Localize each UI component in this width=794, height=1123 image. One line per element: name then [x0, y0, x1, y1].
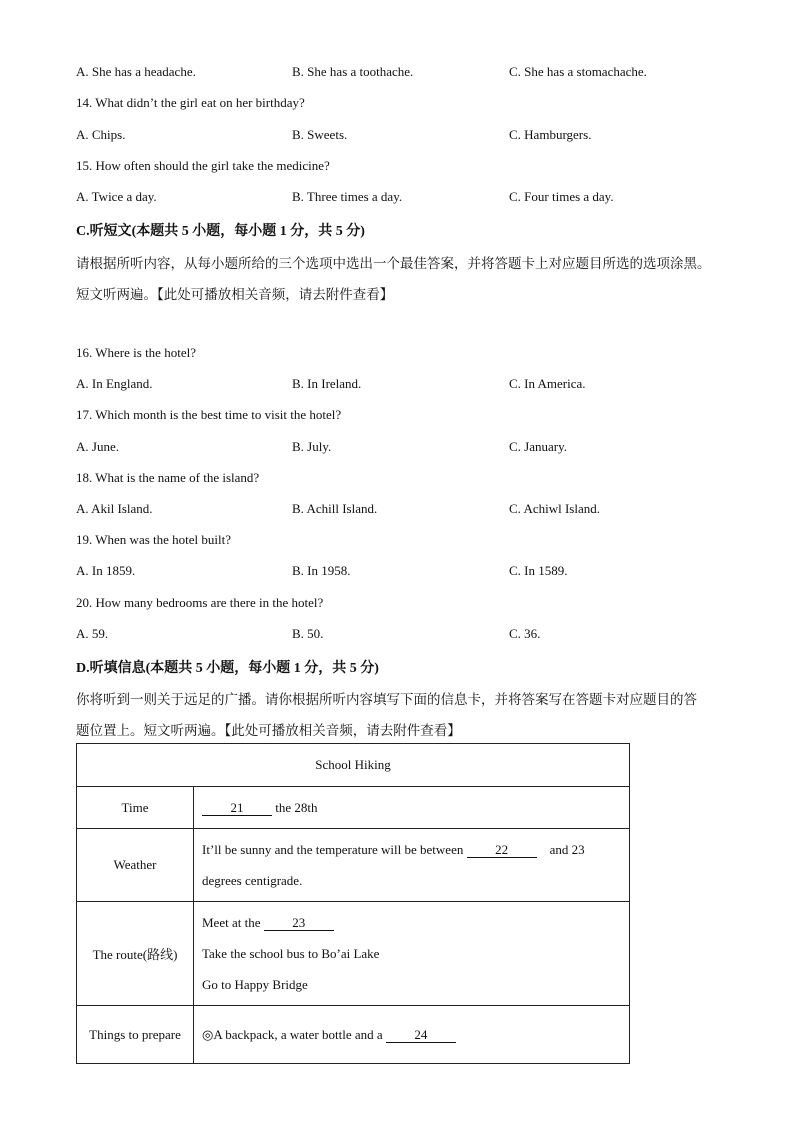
q14-question: 14. What didn’t the girl eat on her birthday? — [76, 95, 305, 110]
weather-value — [194, 829, 630, 902]
blank-23[interactable]: 23 — [264, 916, 334, 931]
q18-option-a: A. Akil Island. — [76, 501, 153, 516]
blank-22[interactable]: 22 — [467, 843, 537, 858]
section-d-heading: D.听填信息(本题共 5 小题，每小题 1 分，共 5 分) — [76, 661, 379, 676]
q18-option-b: B. Achill Island. — [292, 501, 378, 516]
blank-24[interactable]: 24 — [386, 1028, 456, 1043]
q18-question: 18. What is the name of the island? — [76, 470, 260, 485]
time-value — [194, 787, 630, 829]
q15-option-a: A. Twice a day. — [76, 189, 157, 204]
q16-option-c: C. In America. — [509, 376, 586, 391]
q17-option-b: B. July. — [292, 439, 332, 454]
blank-21[interactable]: 21 — [202, 801, 272, 816]
q15-option-c: C. Four times a day. — [509, 189, 614, 204]
q19-option-b: B. In 1958. — [292, 563, 351, 578]
q18-option-c: C. Achiwl Island. — [509, 501, 600, 516]
card-row-time — [77, 787, 630, 829]
q14-option-a: A. Chips. — [76, 127, 126, 142]
section-c-instructions-1: 请根据所听内容，从每小题所给的三个选项中选出一个最佳答案，并将答题卡上对应题目所选的选项涂黑。 — [76, 256, 711, 272]
card-row-weather — [77, 829, 630, 902]
weather-label: Weather — [77, 829, 194, 902]
weather-text-before: It’ll be sunny and the temperature will be between — [202, 842, 467, 857]
route-label: The route(路线) — [77, 902, 194, 1006]
time-label: Time — [77, 787, 194, 829]
section-c-instructions-2: 短文听两遍。【此处可播放相关音频，请去附件查看】 — [76, 287, 394, 303]
prepare-text-before: ◎A backpack, a water bottle and a — [202, 1026, 386, 1042]
q14-option-c: C. Hamburgers. — [509, 127, 592, 142]
hiking-info-card — [76, 743, 630, 1064]
card-title: School Hiking — [77, 744, 630, 787]
q20-question: 20. How many bedrooms are there in the hotel? — [76, 595, 324, 610]
q13-option-c: C. She has a stomachache. — [509, 64, 647, 79]
prepare-value — [194, 1006, 630, 1064]
q13-option-b: B. She has a toothache. — [292, 64, 414, 79]
q19-option-a: A. In 1859. — [76, 563, 136, 578]
prepare-label: Things to prepare — [77, 1006, 194, 1064]
q13-option-a: A. She has a headache. — [76, 64, 196, 79]
time-suffix: the 28th — [272, 799, 318, 815]
q17-option-c: C. January. — [509, 439, 568, 454]
q17-question: 17. Which month is the best time to visit the hotel? — [76, 407, 342, 422]
route-value — [194, 902, 630, 1006]
section-d-instructions-1: 你将听到一则关于远足的广播。请你根据所听内容填写下面的信息卡，并将答案写在答题卡对应题目的答 — [76, 692, 697, 708]
q17-option-a: A. June. — [76, 439, 119, 454]
q19-question: 19. When was the hotel built? — [76, 532, 232, 547]
weather-text-after: and 23 — [549, 842, 585, 857]
q20-option-b: B. 50. — [292, 626, 324, 641]
q16-question: 16. Where is the hotel? — [76, 345, 196, 360]
weather-line-2: degrees centigrade. — [202, 873, 303, 888]
card-row-prepare — [77, 1006, 630, 1064]
card-row-route — [77, 902, 630, 1006]
q14-option-b: B. Sweets. — [292, 127, 348, 142]
q16-option-b: B. In Ireland. — [292, 376, 362, 391]
route-line-3: Go to Happy Bridge — [202, 977, 308, 992]
q15-option-b: B. Three times a day. — [292, 189, 403, 204]
q16-option-a: A. In England. — [76, 376, 153, 391]
route-line-2: Take the school bus to Bo’ai Lake — [202, 946, 380, 961]
q15-question: 15. How often should the girl take the medicine? — [76, 158, 330, 173]
section-c-heading: C.听短文(本题共 5 小题，每小题 1 分，共 5 分) — [76, 224, 365, 239]
q19-option-c: C. In 1589. — [509, 563, 568, 578]
q20-option-c: C. 36. — [509, 626, 541, 641]
q20-option-a: A. 59. — [76, 626, 109, 641]
route-text-before: Meet at the — [202, 915, 264, 930]
section-d-instructions-2: 题位置上。短文听两遍。【此处可播放相关音频，请去附件查看】 — [76, 723, 461, 739]
